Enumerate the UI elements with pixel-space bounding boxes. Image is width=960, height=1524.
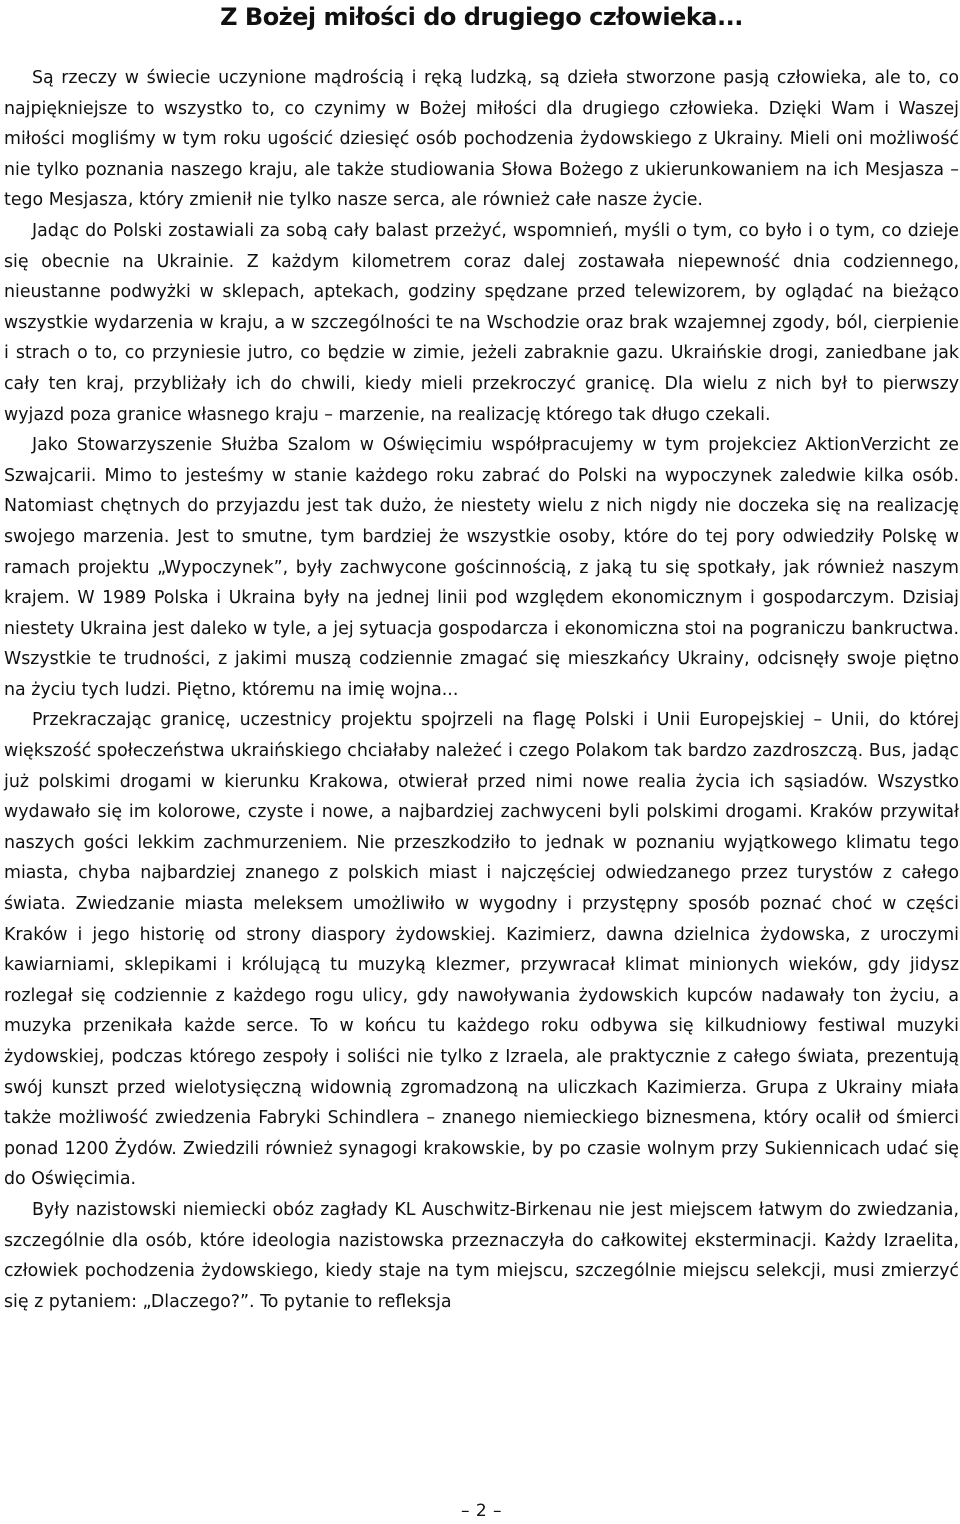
page-number: – 2 –: [460, 1501, 503, 1521]
paragraph-3: Jako Stowarzyszenie Służba Szalom w Oświęcimiu współpracujemy w tym projekciez AktionVerzicht ze Szwajcarii. Mimo to jesteśmy w stanie każdego roku zabrać do Polski na wypoczynek zaledwie kilka osób. Natomiast chętnych do przyjazdu jest tak dużo, że niestety wielu z nich nigdy nie doczeka się na realizację swojego marzenia. Jest to smutne, tym bardziej że wszystkie osoby, które do tej pory odwiedziły Polskę w ramach projektu „Wypoczynek”, były zachwycone gościnnością, z jaką tu się spotkały, jak również naszym krajem. W 1989 Polska i Ukraina były na jednej linii pod względem ekonomicznym i gospodarczym. Dzisiaj niestety Ukraina jest daleko w tyle, a jej sytuacja gospodarcza i ekonomiczna stoi na pograniczu bankructwa. Wszystkie te trudności, z jakimi muszą codziennie zmagać się mieszkańcy Ukrainy, odcisnęły swoje piętno na życiu tych ludzi. Piętno, któremu na imię wojna...: [4, 435, 959, 700]
document-page: [4, 0, 959, 1524]
article-body: [4, 63, 959, 1317]
article-title: Z Bożej miłości do drugiego człowieka...: [220, 3, 743, 31]
paragraph-1: Są rzeczy w świecie uczynione mądrością i ręką ludzką, są dzieła stworzone pasją człowieka, ale to, co najpiękniejsze to wszystko to, co czynimy w Bożej miłości dla drugiego człowieka. Dzięki Wam i Waszej miłości mogliśmy w tym roku ugościć dziesięć osób pochodzenia żydowskiego z Ukrainy. Mieli oni możliwość nie tylko poznania naszego kraju, ale także studiowania Słowa Bożego z ukierunkowaniem na ich Mesjasza – tego Mesjasza, który zmienił nie tylko nasze serca, ale również całe nasze życie.: [4, 68, 959, 211]
paragraph-2: Jadąc do Polski zostawiali za sobą cały balast przeżyć, wspomnień, myśli o tym, co było i o tym, co dzieje się obecnie na Ukrainie. Z każdym kilometrem coraz dalej zostawała niepewność dnia codziennego, nieustanne podwyżki w sklepach, aptekach, godziny spędzane przed telewizorem, by oglądać na bieżąco wszystkie wydarzenia w kraju, a w szczególności te na Wschodzie oraz brak wzajemnej zgody, ból, cierpienie i strach o to, co przyniesie jutro, co będzie w zimie, jeżeli zabraknie gazu. Ukraińskie drogi, zaniedbane jak cały ten kraj, przybliżały ich do chwili, kiedy mieli przekroczyć granicę. Dla wielu z nich był to pierwszy wyjazd poza granice własnego kraju – marzenie, na realizację którego tak długo czekali.: [4, 220, 959, 425]
paragraph-4: Przekraczając granicę, uczestnicy projektu spojrzeli na flagę Polski i Unii Europejskiej – Unii, do której większość społeczeństwa ukraińskiego chciałaby należeć i czego Polakom tak bardzo zazdroszczą. Bus, jadąc już polskimi drogami w kierunku Krakowa, otwierał przed nimi nowe realia życia ich sąsiadów. Wszystko wydawało się im kolorowe, czyste i nowe, a najbardziej zachwyceni byli polskimi drogami. Kraków przywitał naszych gości lekkim zachmurzeniem. Nie przeszkodziło to jednak w poznaniu wyjątkowego klimatu tego miasta, chyba najbardziej znanego z polskich miast i najczęściej odwiedzanego przez turystów z całego świata. Zwiedzanie miasta meleksem umożliwiło w wygodny i przystępny sposób poznać choć w części Kraków i jego historię od strony diaspory żydowskiej. Kazimierz, dawna dzielnica żydowska, z uroczymi kawiarniami, sklepikami i królującą tu muzyką klezmer, przywracał klimat minionych wieków, gdy jidysz rozlegał się codziennie z każdego rogu ulicy, gdy nawoływania żydowskich kupców nadawały ton życiu, a muzyka przenikała każde serce. To w końcu tu każdego roku odbywa się kilkudniowy festiwal muzyki żydowskiej, podczas którego zespoły i soliści nie tylko z Izraela, ale praktycznie z całego świata, prezentują swój kunszt przed wielotysięczną widownią zgromadzoną na uliczkach Kazimierza. Grupa z Ukrainy miała także możliwość zwiedzenia Fabryki Schindlera – znanego niemieckiego biznesmena, który ocalił od śmierci ponad 1200 Żydów. Zwiedzili również synagogi krakowskie, by po czasie wolnym przy Sukiennicach udać się do Oświęcimia.: [4, 710, 959, 1190]
paragraph-5: Były nazistowski niemiecki obóz zagłady KL Auschwitz-Birkenau nie jest miejscem łatwym do zwiedzania, szczególnie dla osób, które ideologia nazistowska przeznaczyła do całkowitej eksterminacji. Każdy Izraelita, człowiek pochodzenia żydowskiego, kiedy staje na tym miejscu, szczególnie miejscu selekcji, musi zmierzyć się z pytaniem: „Dlaczego?”. To pytanie to refleksja: [4, 1199, 959, 1312]
